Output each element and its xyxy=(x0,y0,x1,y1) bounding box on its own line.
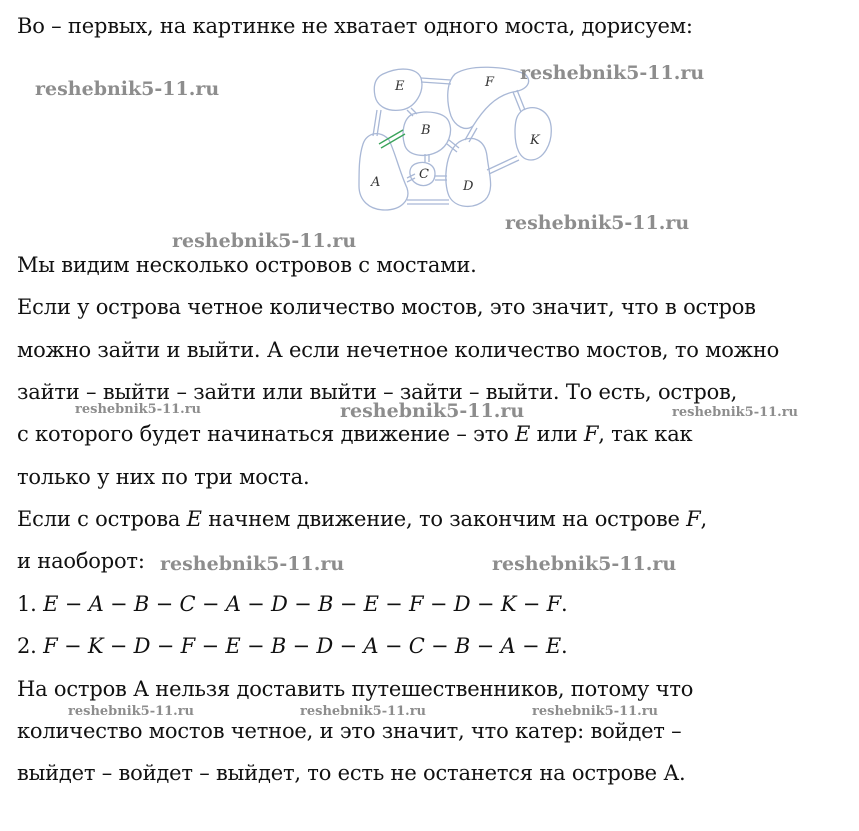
text-line-9: и наоборот: xyxy=(17,549,145,573)
watermark: reshebnik5-11.ru xyxy=(68,704,195,719)
route-1: 1. 𝐸 − 𝐴 − 𝐵 − 𝐶 − 𝐴 − 𝐷 − 𝐵 − 𝐸 − 𝐹 − 𝐷 − 𝐾 − 𝐹. xyxy=(17,592,568,616)
watermark: reshebnik5-11.ru xyxy=(35,78,220,100)
watermark: reshebnik5-11.ru xyxy=(300,704,427,719)
text-line-1: Во – первых, на картинке не хватает одного моста, дорисуем: xyxy=(17,14,693,38)
text-line-5: зайти – выйти – зайти или выйти – зайти – выйти. То есть, остров, xyxy=(17,380,738,404)
island-label-a: A xyxy=(371,175,381,190)
watermark: reshebnik5-11.ru xyxy=(75,402,202,417)
watermark: reshebnik5-11.ru xyxy=(160,553,345,575)
island-label-k: K xyxy=(530,133,540,148)
watermark: reshebnik5-11.ru xyxy=(492,553,677,575)
text-line-7: только у них по три моста. xyxy=(17,465,310,489)
route-2: 2. 𝐹 − 𝐾 − 𝐷 − 𝐹 − 𝐸 − 𝐵 − 𝐷 − 𝐴 − 𝐶 − 𝐵 − 𝐴 − 𝐸. xyxy=(17,634,568,658)
watermark: reshebnik5-11.ru xyxy=(520,62,705,84)
text-line-2: Мы видим несколько островов с мостами. xyxy=(17,253,477,277)
watermark: reshebnik5-11.ru xyxy=(340,400,525,422)
island-label-b: B xyxy=(421,123,431,138)
text-line-12: На остров А нельзя доставить путешественников, потому что xyxy=(17,677,694,701)
text-line-8: Если с острова 𝐸 начнем движение, то закончим на острове 𝐹, xyxy=(17,507,708,531)
island-label-e: E xyxy=(395,79,405,94)
watermark: reshebnik5-11.ru xyxy=(505,212,690,234)
text-line-14: выйдет – войдет – выйдет, то есть не останется на острове А. xyxy=(17,761,686,785)
watermark: reshebnik5-11.ru xyxy=(672,405,799,420)
text-line-13: количество мостов четное, и это значит, что катер: войдет – xyxy=(17,719,682,743)
watermark: reshebnik5-11.ru xyxy=(172,230,357,252)
island-label-c: C xyxy=(419,167,429,182)
text-line-3: Если у острова четное количество мостов, это значит, что в остров xyxy=(17,295,756,319)
island-a-shape xyxy=(359,134,408,210)
watermark: reshebnik5-11.ru xyxy=(532,704,659,719)
text-line-6: с которого будет начинаться движение – это 𝐸 или 𝐹, так как xyxy=(17,422,693,446)
island-label-f: F xyxy=(485,75,495,90)
islands-diagram xyxy=(355,60,555,220)
island-label-d: D xyxy=(463,179,474,194)
text-line-4: можно зайти и выйти. А если нечетное количество мостов, то можно xyxy=(17,338,780,362)
